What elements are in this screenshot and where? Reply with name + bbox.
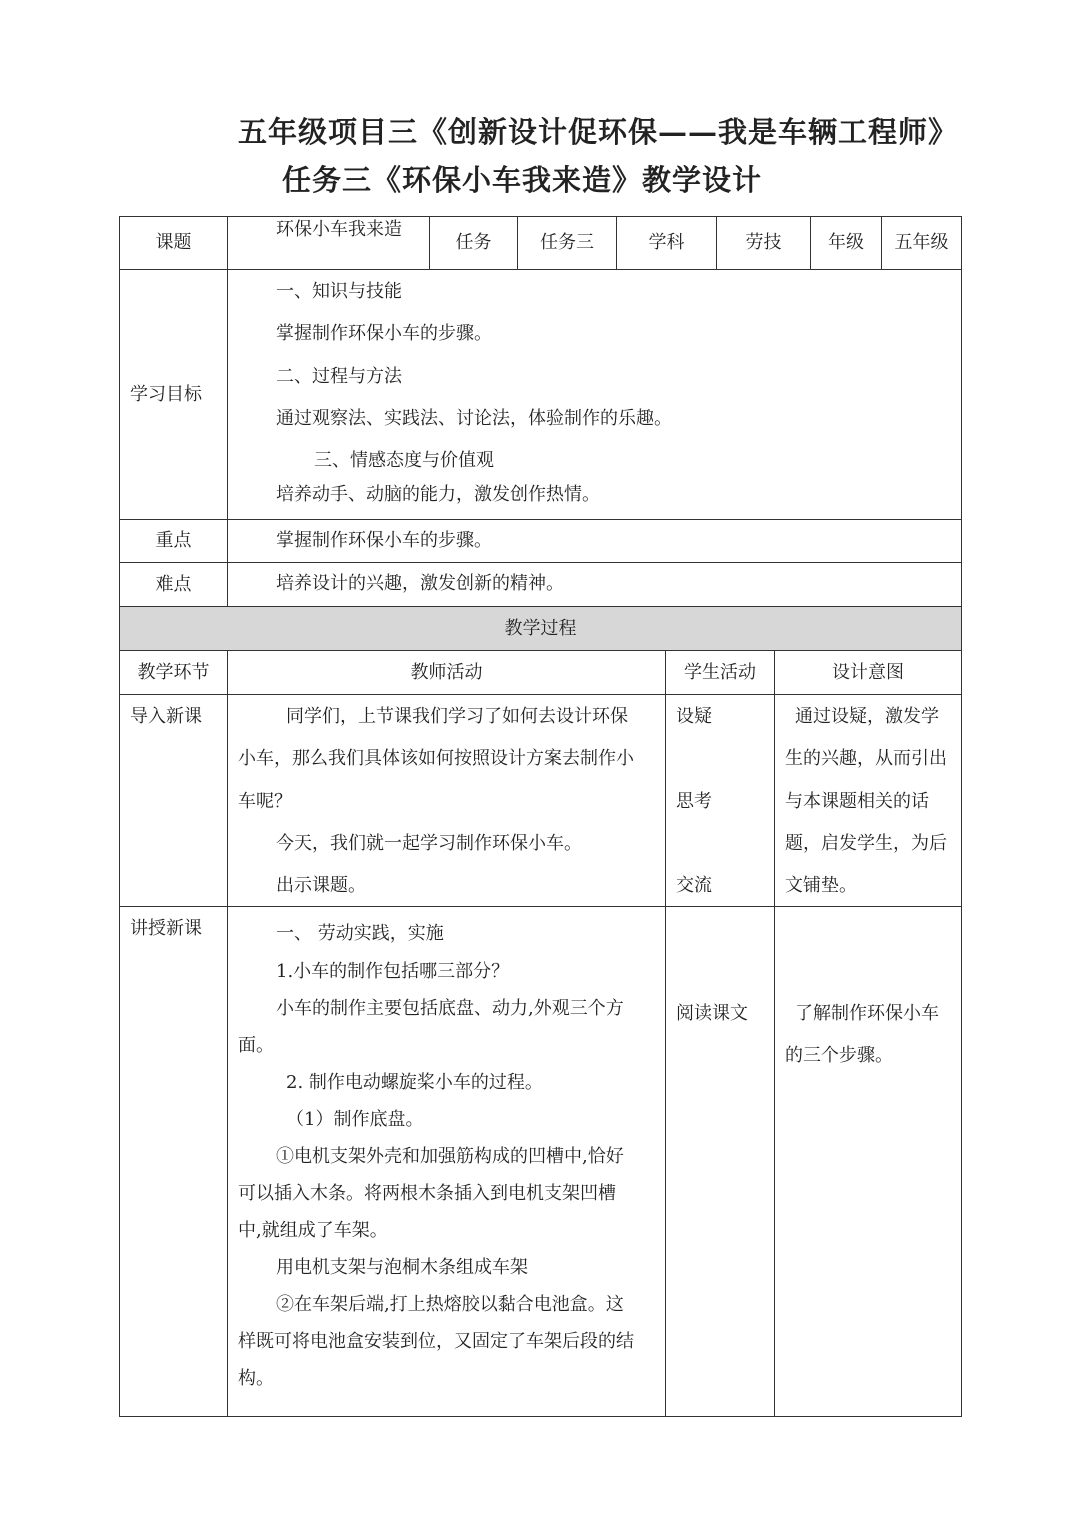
col-intent: 设计意图	[774, 650, 962, 695]
lesson-teacher-line: 2. 制作电动螺旋桨小车的过程。	[286, 1072, 543, 1093]
intro-intent-line: 生的兴趣，从而引出	[785, 748, 947, 769]
intro-teacher-line: 小车，那么我们具体该如何按照设计方案去制作小	[238, 748, 634, 769]
objectives-label: 学习目标	[130, 384, 202, 405]
col-student: 学生活动	[665, 650, 775, 695]
lesson-teacher-line: 小车的制作主要包括底盘、动力,外观三个方	[276, 998, 624, 1019]
lesson-teacher-line: 样既可将电池盒安装到位，又固定了车架后段的结	[238, 1331, 634, 1352]
intro-student-cell	[665, 694, 775, 907]
lesson-teacher-line: 中,就组成了车架。	[238, 1220, 388, 1241]
topic-value: 环保小车我来造	[276, 219, 402, 240]
label-task: 任务	[429, 216, 518, 270]
lesson-intent-line: 的三个步骤。	[785, 1045, 893, 1066]
objectives-label-cell	[119, 269, 228, 520]
intro-intent-line: 文铺垫。	[785, 875, 857, 896]
lesson-stage-cell	[119, 906, 228, 1417]
objective-text-1: 掌握制作环保小车的步骤。	[276, 323, 492, 344]
objectives-content	[227, 269, 962, 520]
lesson-student-cell	[665, 906, 775, 1417]
topic-cell	[227, 216, 430, 270]
intro-intent-line: 与本课题相关的话	[785, 791, 929, 812]
intro-intent-line: 题，启发学生，为后	[785, 833, 947, 854]
col-teacher: 教师活动	[227, 650, 666, 695]
lesson-stage: 讲授新课	[130, 918, 202, 939]
label-grade: 年级	[810, 216, 882, 270]
key-point-label: 重点	[119, 519, 228, 563]
intro-student-activity: 交流	[676, 875, 712, 896]
difficulty-cell	[227, 562, 962, 607]
intro-teacher-line: 出示课题。	[276, 875, 366, 896]
intro-stage-cell	[119, 694, 228, 907]
lesson-teacher-line: 可以插入木条。将两根木条插入到电机支架凹槽	[238, 1183, 616, 1204]
lesson-teacher-line: 1.小车的制作包括哪三部分？	[276, 961, 510, 982]
lesson-teacher-line: 构。	[238, 1368, 274, 1389]
document-title-line1: 五年级项目三《创新设计促环保——我是车辆工程师》	[238, 115, 959, 149]
lesson-intent-line: 了解制作环保小车	[795, 1003, 939, 1024]
intro-teacher-line: 同学们，上节课我们学习了如何去设计环保	[286, 706, 628, 727]
key-point-text: 掌握制作环保小车的步骤。	[276, 530, 492, 551]
lesson-teacher-line: （1）制作底盘。	[286, 1109, 424, 1130]
intro-stage: 导入新课	[130, 706, 202, 727]
grade-value: 五年级	[881, 216, 962, 270]
col-stage: 教学环节	[119, 650, 228, 695]
intro-student-activity: 思考	[676, 791, 712, 812]
lesson-student-activity: 阅读课文	[676, 1003, 748, 1024]
task-value: 任务三	[517, 216, 617, 270]
objective-heading-1: 一、知识与技能	[276, 281, 402, 302]
key-point-cell	[227, 519, 962, 563]
lesson-teacher-line: ②在车架后端,打上热熔胶以黏合电池盒。这	[276, 1294, 624, 1315]
label-subject: 学科	[616, 216, 717, 270]
intro-student-activity: 设疑	[676, 706, 712, 727]
lesson-teacher-line: 面。	[238, 1035, 274, 1056]
objective-text-3: 培养动手、动脑的能力，激发创作热情。	[276, 484, 600, 505]
intro-teacher-line: 今天，我们就一起学习制作环保小车。	[276, 833, 582, 854]
intro-teacher-cell	[227, 694, 666, 907]
objective-text-2: 通过观察法、实践法、讨论法，体验制作的乐趣。	[276, 408, 672, 429]
process-header: 教学过程	[119, 606, 962, 651]
intro-teacher-line: 车呢？	[238, 791, 292, 812]
subject-value: 劳技	[716, 216, 811, 270]
difficulty-label: 难点	[119, 562, 228, 607]
lesson-teacher-line: 一、 劳动实践，实施	[276, 923, 444, 944]
lesson-teacher-line: ①电机支架外壳和加强筋构成的凹槽中,恰好	[276, 1146, 624, 1167]
lesson-teacher-cell	[227, 906, 666, 1417]
objective-heading-2: 二、过程与方法	[276, 366, 402, 387]
document-title-line2: 任务三《环保小车我来造》教学设计	[282, 163, 763, 197]
difficulty-text: 培养设计的兴趣，激发创新的精神。	[276, 573, 564, 594]
lesson-teacher-line: 用电机支架与泡桐木条组成车架	[276, 1257, 528, 1278]
objective-heading-3: 三、情感态度与价值观	[314, 450, 494, 471]
label-topic: 课题	[119, 216, 228, 270]
intro-intent-line: 通过设疑，激发学	[795, 706, 939, 727]
intro-intent-cell	[774, 694, 962, 907]
lesson-intent-cell	[774, 906, 962, 1417]
